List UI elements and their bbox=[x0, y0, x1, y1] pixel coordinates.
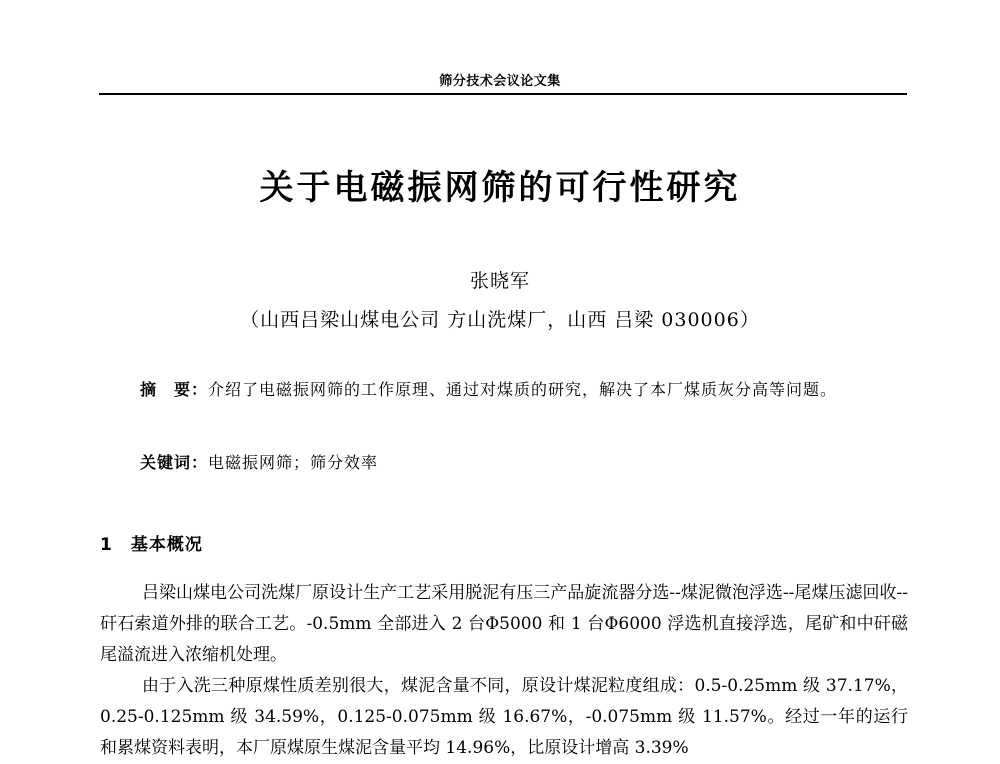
body-paragraph: 由于入洗三种原煤性质差别很大，煤泥含量不同，原设计煤泥粒度组成：0.5-0.25mm 级 37.17%，0.25-0.125mm 级 34.59%，0.125-0.075mm 级 16.67%，-0.075mm 级 11.57%。经过一年的运行和累煤资料表明，本厂原煤原生煤泥含量平均 14.96%，比原设计增高 3.39% bbox=[100, 676, 908, 758]
abstract bbox=[100, 375, 908, 405]
author-affiliation: （山西吕梁山煤电公司 方山洗煤厂，山西 吕梁 030006） bbox=[240, 309, 760, 331]
keywords bbox=[140, 448, 908, 478]
author-name: 张晓军 bbox=[469, 270, 530, 292]
paper-title: 关于电磁振网筛的可行性研究 bbox=[259, 168, 741, 208]
abstract-label: 摘 要： bbox=[140, 380, 209, 399]
header-rule bbox=[99, 93, 907, 95]
keywords-label: 关键词： bbox=[140, 453, 209, 472]
section-heading: 1 基本概况 bbox=[100, 535, 203, 555]
keywords-text: 电磁振网筛；筛分效率 bbox=[208, 453, 379, 472]
body-paragraph: 吕梁山煤电公司洗煤厂原设计生产工艺采用脱泥有压三产品旋流器分选--煤泥微泡浮选--尾煤压滤回收--矸石索道外排的联合工艺。-0.5mm 全部进入 2 台Φ5000 和 1 台Φ6000 浮选机直接浮选，尾矿和中矸磁尾溢流进入浓缩机处理。 bbox=[100, 583, 908, 665]
running-header: 筛分技术会议论文集 bbox=[439, 74, 561, 89]
abstract-text: 介绍了电磁振网筛的工作原理、通过对煤质的研究，解决了本厂煤质灰分高等问题。 bbox=[208, 380, 838, 399]
section-body bbox=[100, 578, 908, 764]
